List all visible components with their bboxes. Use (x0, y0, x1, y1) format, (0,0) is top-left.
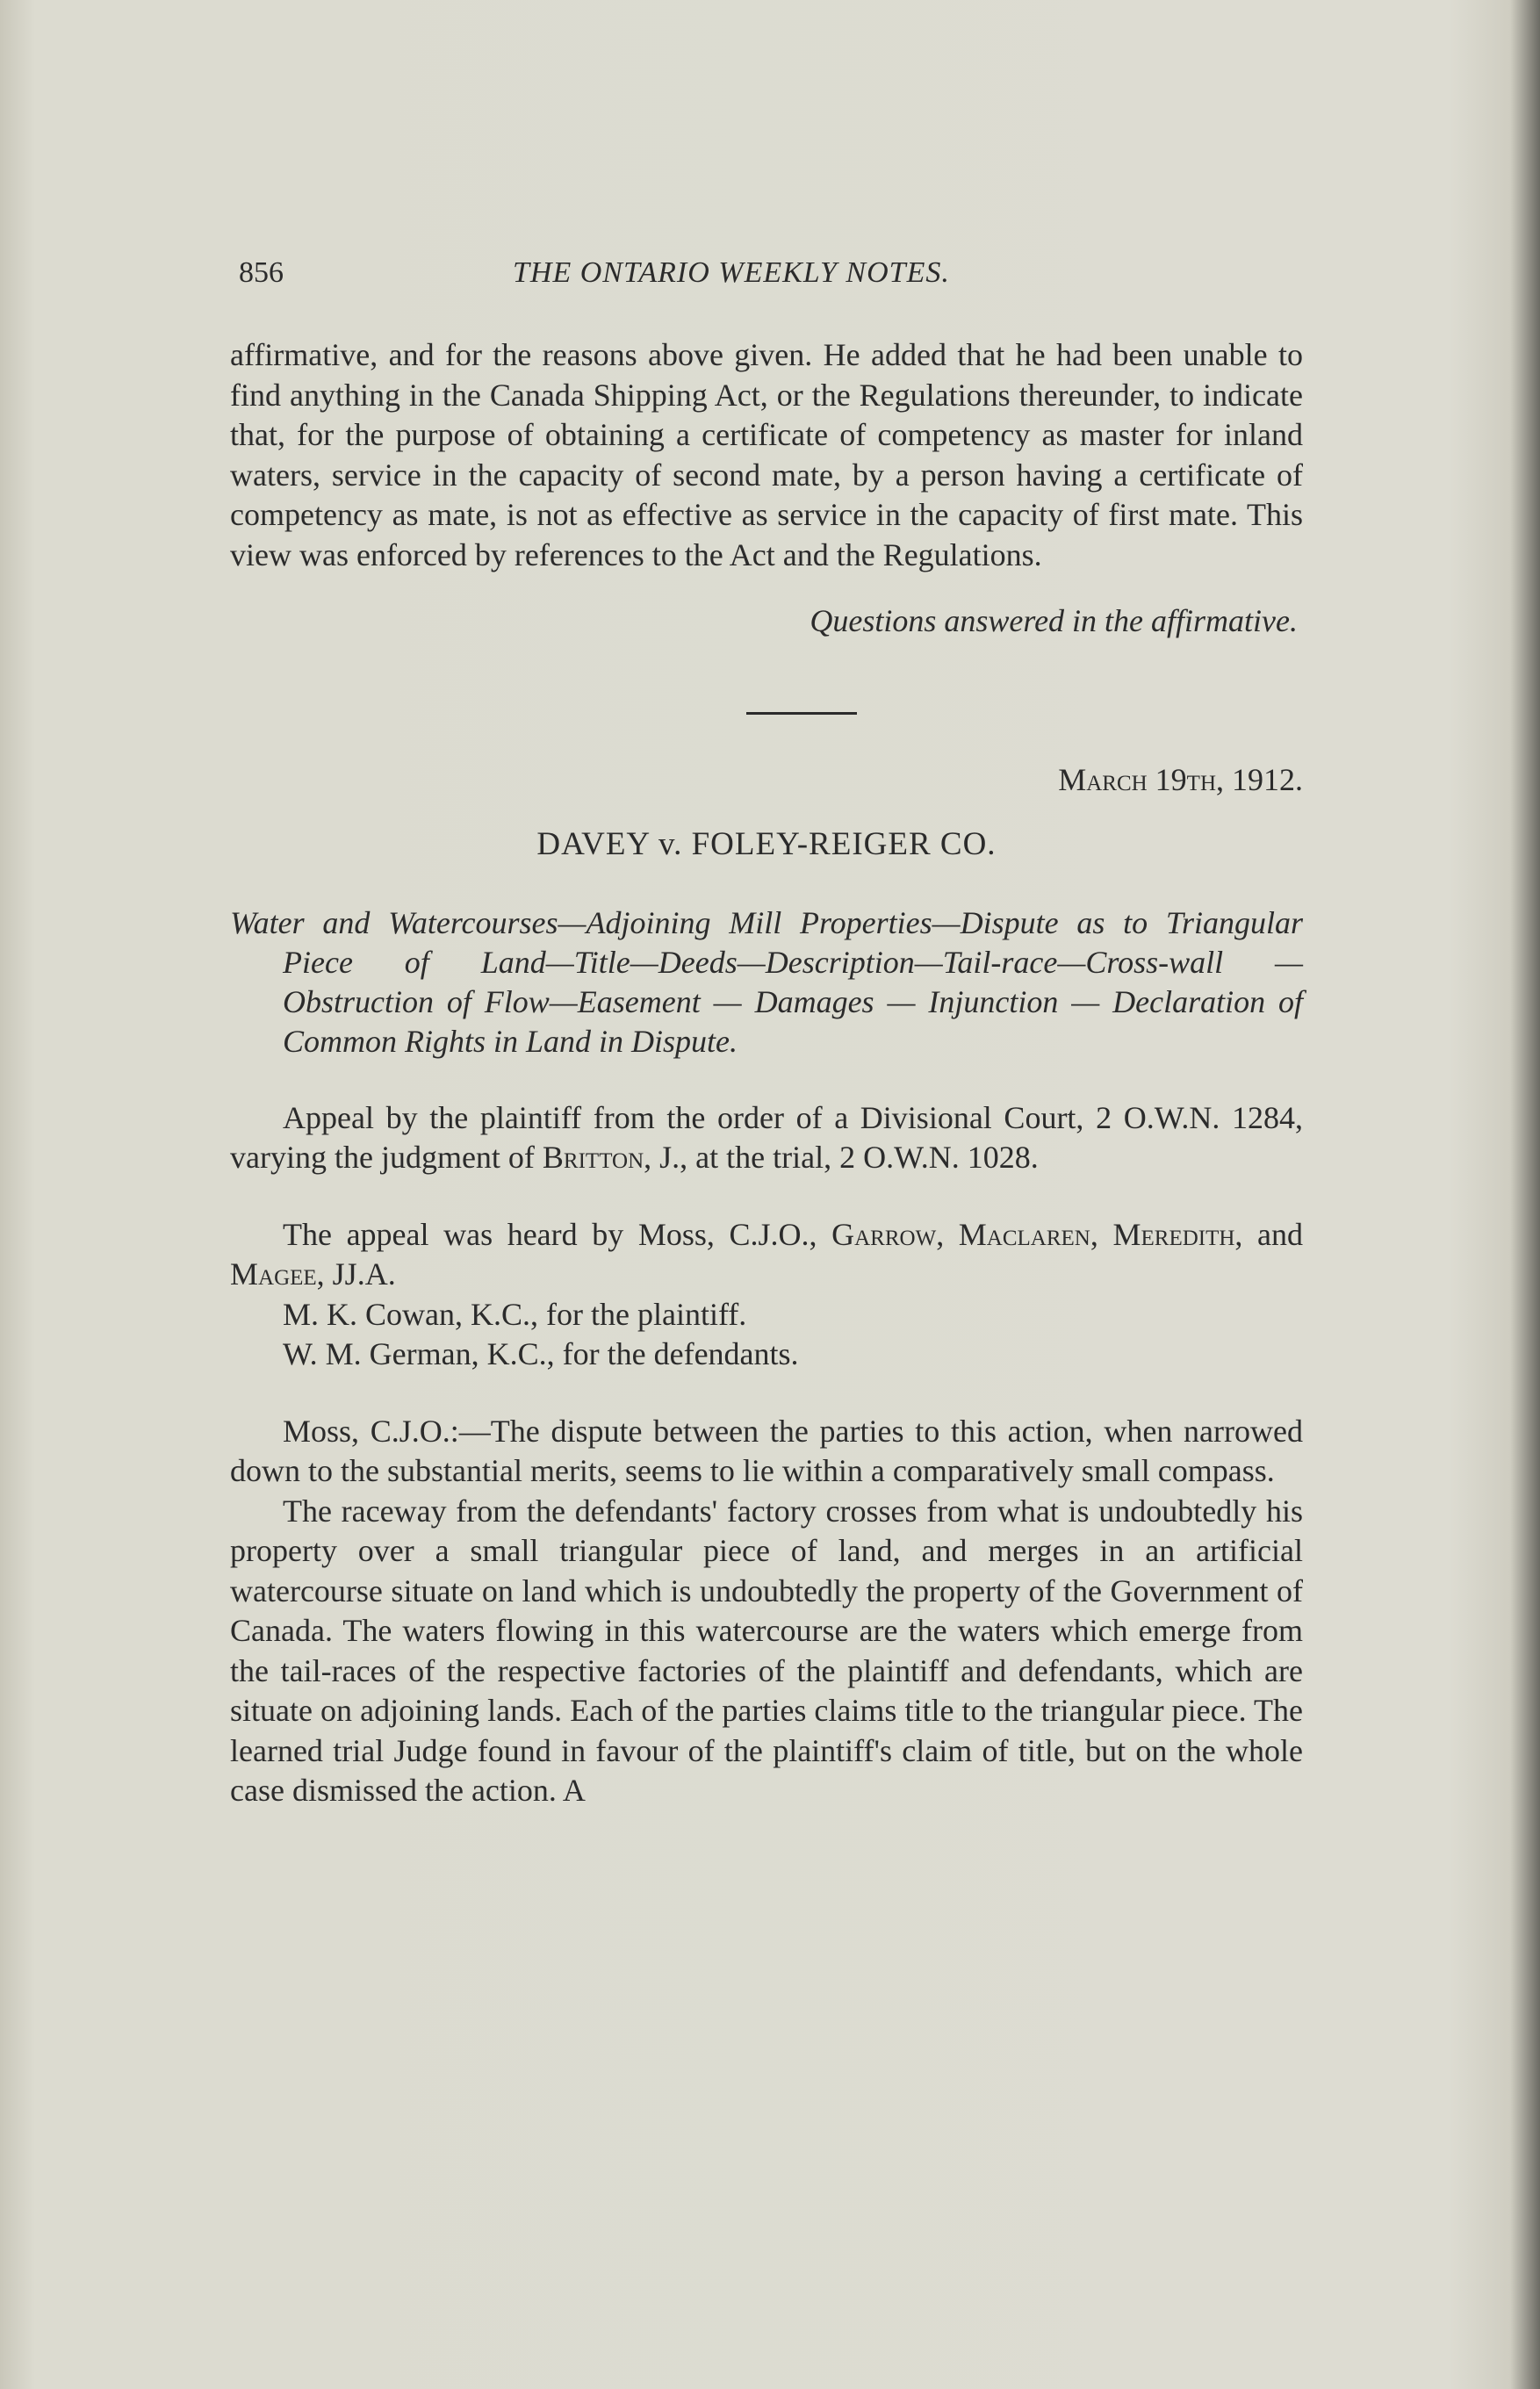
judge-name: Magee (230, 1256, 317, 1292)
judgment-paragraph: The raceway from the defendants' factory crosses from what is undoubtedly his property over a small triangular piece of land, and merges in an artificial watercourse situate on land which is undoubtedly the property of the Government of Canada. The waters flowing in this watercourse are the waters which emerge from the tail-races of the respective factories of the plaintiff and defendants, which are situate on adjoining lands. Each of the parties claims title to the triangular piece. The learned trial Judge found in favour of the plaintiff's claim of title, but on the whole case dismissed the action. A (230, 1493, 1303, 1808)
judge-name: Britton (542, 1140, 644, 1175)
judge-name: Moss (283, 1413, 352, 1449)
appeal-text-a: Appeal by the plaintiff from the order of a Divisional Court, 2 O.W.N. 1284, varying the judgment of (230, 1099, 1303, 1175)
case-title: DAVEY v. FOLEY-REIGER CO. (536, 826, 997, 862)
judge-name: Meredith (1112, 1216, 1235, 1252)
section-divider (746, 712, 857, 715)
hearing-text: , (936, 1216, 959, 1252)
verdict: Questions answered in the affirmative. (810, 603, 1298, 638)
decision-date: March 19th, 1912. (1058, 761, 1303, 797)
page-number: 856 (239, 256, 284, 289)
appeal-paragraph (230, 1098, 1303, 1178)
page-header (239, 256, 1292, 291)
judgment-paragraph (230, 1412, 1303, 1492)
hearing-paragraph (230, 1215, 1303, 1295)
appeal-text-b: , J., at the trial, 2 O.W.N. 1028. (644, 1140, 1039, 1175)
headnote: Water and Watercourses—Adjoining Mill Properties—Dispute as to Triangular Piece of Land—Title—Deeds—Description—Tail-race—Cross-wall — Obstruction of Flow—Easement — Damages — Injunction — Declaration of Common Rights in Land in Dispute. (230, 904, 1303, 1059)
judgment-text: , C.J.O.:—The dispute between the parties to this action, when narrowed down to the substantial merits, seems to lie within a comparatively small compass. (230, 1413, 1303, 1488)
hearing-text: , C.J.O., (706, 1216, 832, 1252)
counsel-plaintiff: M. K. Cowan, K.C., for the plaintiff. (283, 1296, 747, 1332)
hearing-text: , (1090, 1216, 1113, 1252)
judge-name: Maclaren (958, 1216, 1090, 1252)
hearing-text: , and (1234, 1216, 1304, 1252)
continuation-paragraph: affirmative, and for the reasons above given. He added that he had been unable to find anything in the Canada Shipping Act, or the Regulations thereunder, to indicate that, for the purpose of obtaining a certificate of competency as master for inland waters, service in the capacity of second mate, by a person having a certificate of competency as mate, is not as effective as service in the capacity of first mate. This view was enforced by references to the Act and the Regulations. (230, 337, 1303, 572)
judge-name: Moss (637, 1216, 707, 1252)
hearing-text: The appeal was heard by (283, 1216, 638, 1252)
page-body (230, 335, 1303, 1811)
judge-name: Garrow (831, 1216, 937, 1252)
hearing-text: , JJ.A. (316, 1256, 396, 1292)
counsel-defendants: W. M. German, K.C., for the defendants. (283, 1336, 799, 1371)
running-title: THE ONTARIO WEEKLY NOTES. (513, 256, 950, 289)
